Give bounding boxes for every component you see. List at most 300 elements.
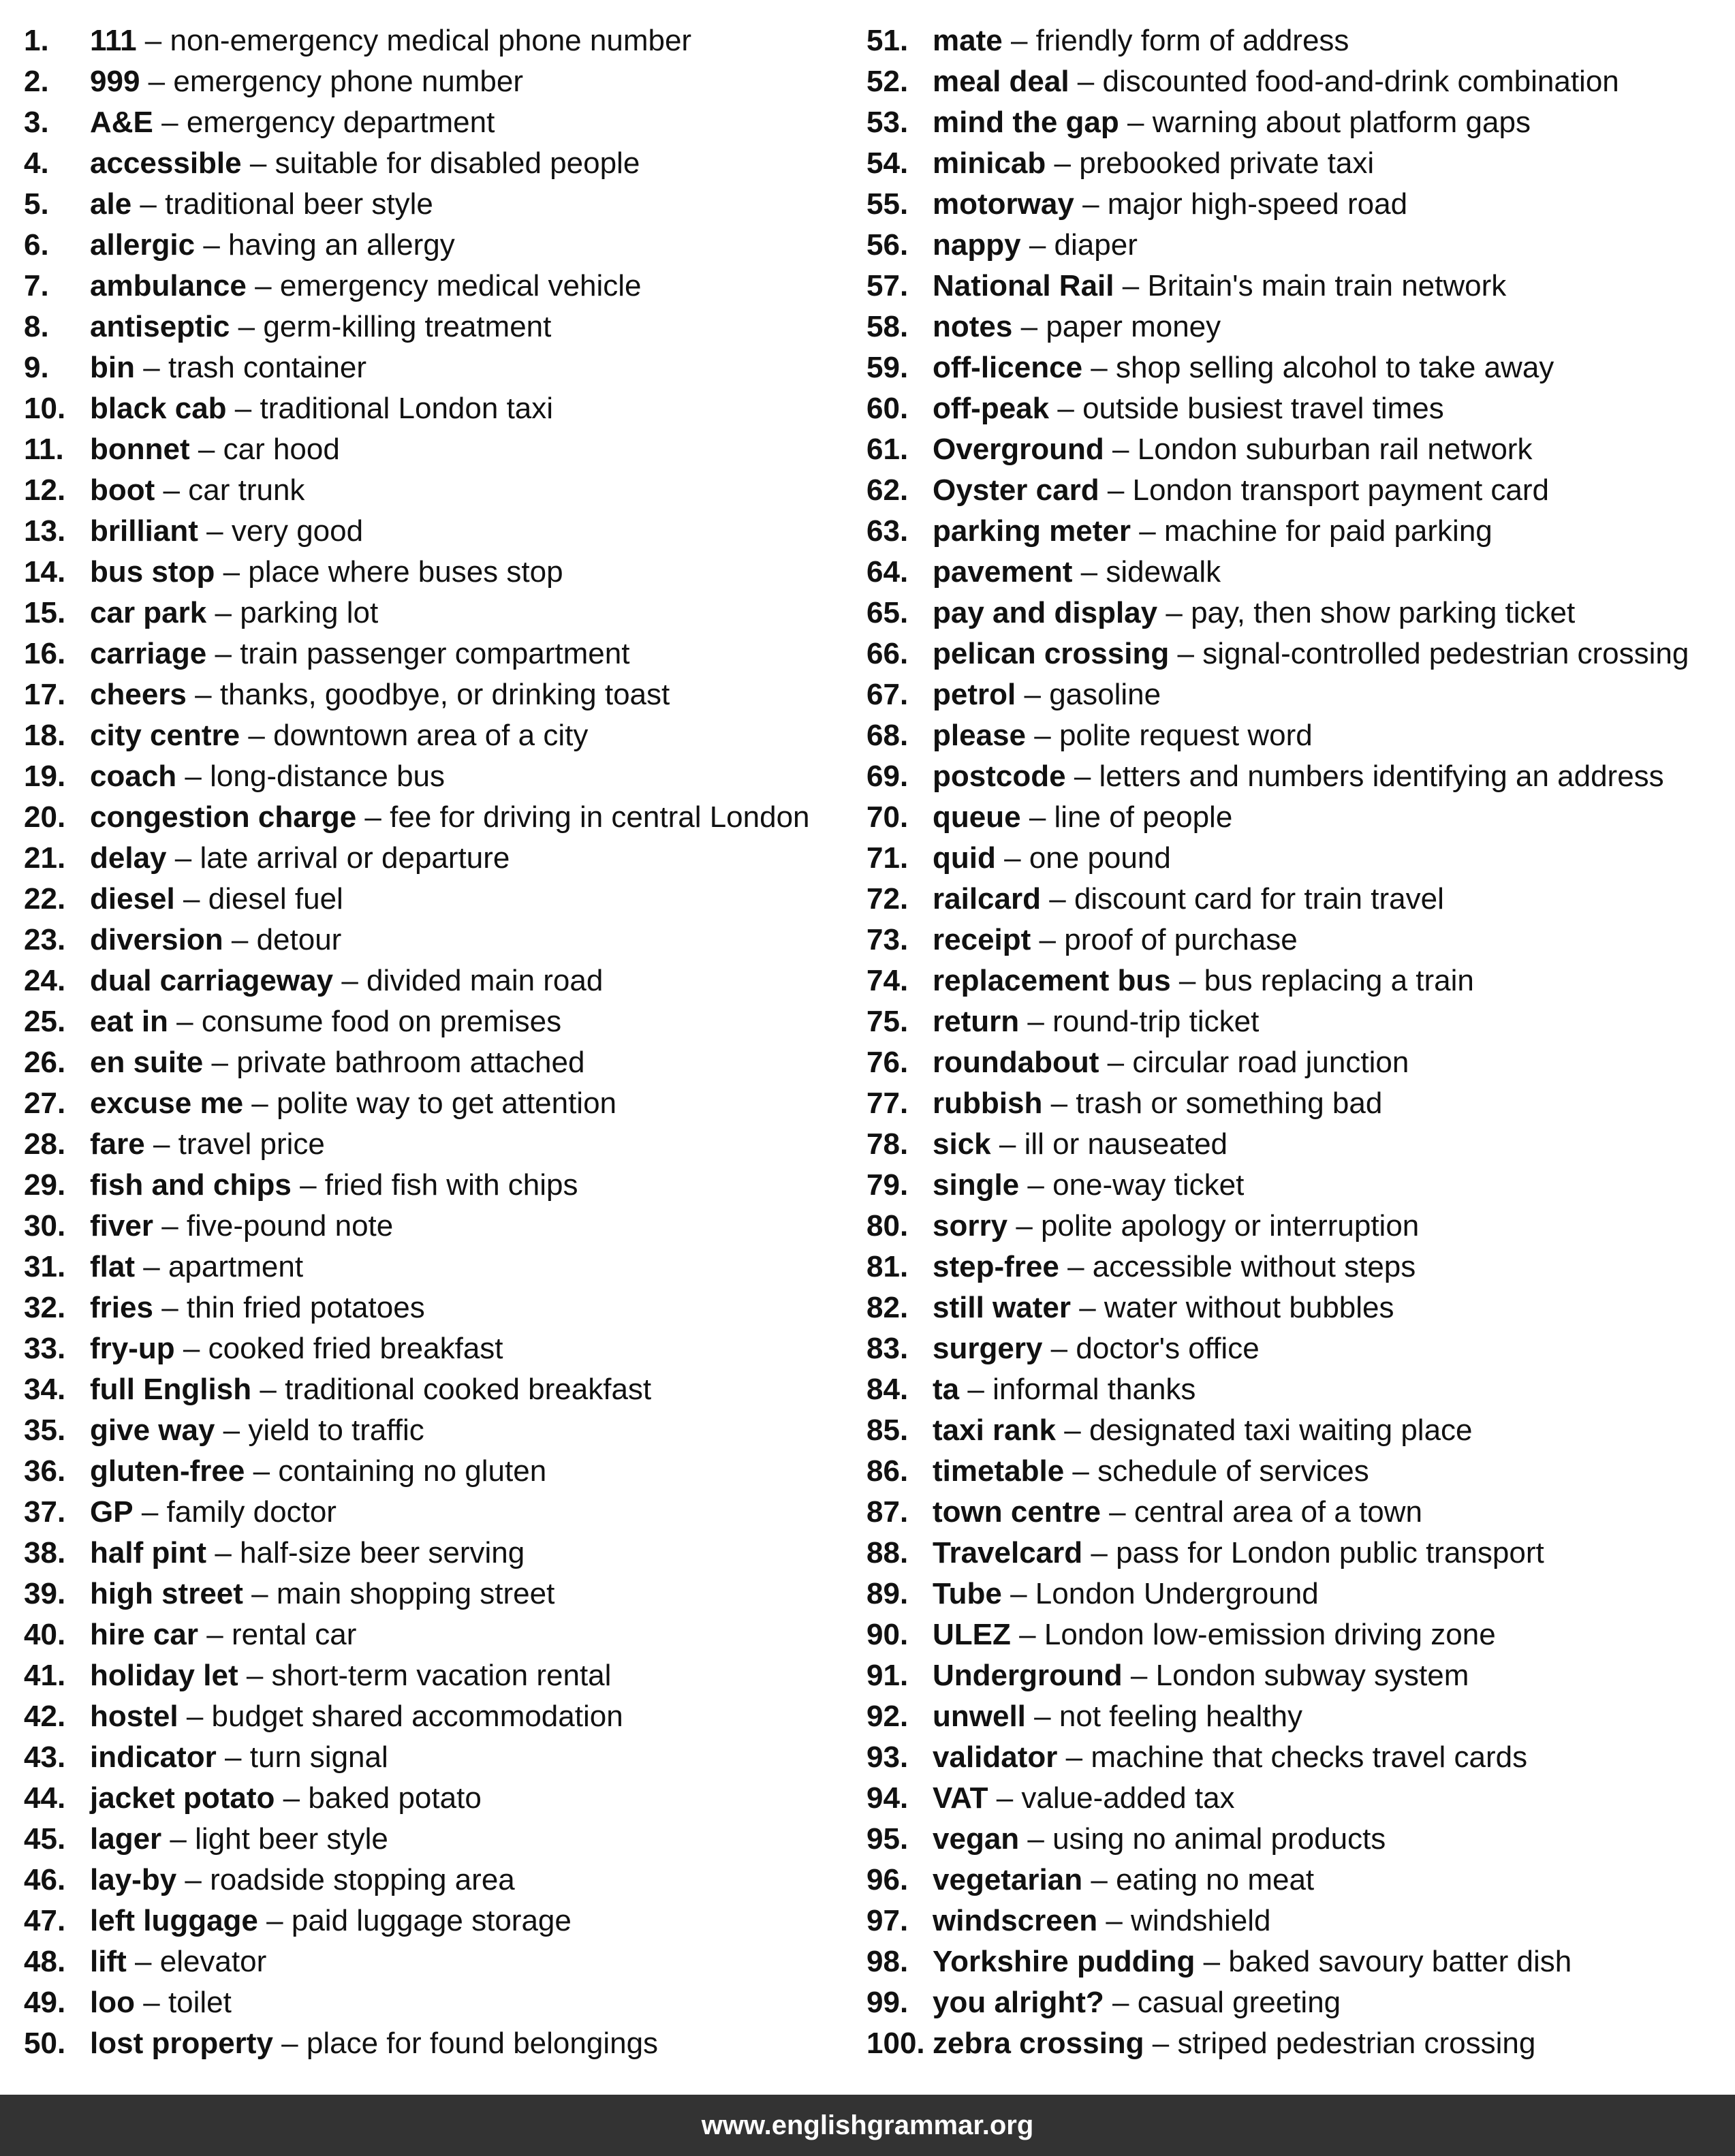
item-separator: – (176, 1005, 193, 1038)
item-term: minicab (933, 146, 1046, 180)
list-item (24, 1533, 862, 1574)
item-number: 2. (24, 65, 49, 98)
item-number: 32. (24, 1291, 66, 1324)
item-definition: proof of purchase (1064, 923, 1298, 956)
item-separator: – (135, 1945, 152, 1978)
item-number: 82. (866, 1291, 909, 1324)
item-term: zebra crossing (933, 2027, 1144, 2060)
list-item (24, 1083, 862, 1124)
item-definition: rental car (231, 1618, 357, 1651)
item-number: 41. (24, 1659, 66, 1692)
item-definition: London Underground (1035, 1577, 1319, 1610)
item-term: nappy (933, 228, 1021, 262)
list-item (866, 347, 1725, 388)
item-number: 79. (866, 1168, 909, 1202)
list-item (24, 470, 862, 511)
list-item (866, 2023, 1725, 2064)
item-number: 45. (24, 1822, 66, 1856)
item-number: 66. (866, 637, 909, 670)
item-definition: short-term vacation rental (271, 1659, 612, 1692)
item-text (90, 102, 495, 143)
item-definition: London subway system (1155, 1659, 1469, 1692)
item-text (90, 1982, 232, 2023)
item-number: 38. (24, 1536, 66, 1569)
item-definition: roadside stopping area (210, 1863, 515, 1896)
item-term: please (933, 719, 1026, 752)
item-number: 74. (866, 964, 909, 997)
item-number: 71. (866, 841, 909, 875)
item-definition: place for found belongings (306, 2027, 659, 2060)
item-definition: very good (231, 514, 364, 548)
item-term: cheers (90, 678, 187, 711)
item-definition: ill or nauseated (1024, 1127, 1228, 1161)
item-separator: – (1139, 514, 1156, 548)
item-number: 98. (866, 1945, 909, 1978)
item-definition: central area of a town (1134, 1495, 1423, 1529)
item-definition: late arrival or departure (200, 841, 510, 875)
list-item (866, 1206, 1725, 1247)
item-definition: germ-killing treatment (263, 310, 552, 343)
item-definition: windshield (1131, 1904, 1271, 1937)
list-item (866, 1124, 1725, 1165)
item-definition: downtown area of a city (273, 719, 589, 752)
item-term: replacement bus (933, 964, 1171, 997)
item-text (933, 1941, 1572, 1982)
item-term: quid (933, 841, 996, 875)
item-term: antiseptic (90, 310, 230, 343)
item-definition: designated taxi waiting place (1089, 1413, 1473, 1447)
item-number: 80. (866, 1209, 909, 1243)
item-separator: – (1024, 678, 1041, 711)
list-item (24, 1124, 862, 1165)
list-item (866, 1941, 1725, 1982)
item-term: ambulance (90, 269, 247, 302)
item-term: allergic (90, 228, 196, 262)
list-item (24, 225, 862, 266)
item-number: 61. (866, 433, 909, 466)
item-term: coach (90, 760, 177, 793)
item-text (933, 838, 1171, 879)
item-definition: accessible without steps (1092, 1250, 1416, 1283)
item-definition: apartment (168, 1250, 304, 1283)
list-item (24, 552, 862, 593)
item-number: 23. (24, 923, 66, 956)
list-item (24, 634, 862, 674)
item-text (933, 1287, 1394, 1328)
item-number: 12. (24, 473, 66, 507)
list-item (24, 674, 862, 715)
list-item (24, 307, 862, 347)
item-term: queue (933, 800, 1021, 834)
item-term: indicator (90, 1740, 217, 1774)
item-separator: – (1004, 841, 1021, 875)
item-definition: casual greeting (1137, 1986, 1341, 2019)
item-text (933, 1206, 1419, 1247)
item-number: 76. (866, 1046, 909, 1079)
list-item (24, 511, 862, 552)
item-number: 78. (866, 1127, 909, 1161)
item-number: 11. (24, 433, 64, 466)
item-text (933, 1860, 1314, 1901)
item-separator: – (341, 964, 358, 997)
item-number: 65. (866, 596, 909, 629)
item-term: pavement (933, 555, 1073, 589)
item-text (90, 20, 691, 61)
item-number: 50. (24, 2027, 66, 2060)
item-number: 3. (24, 106, 49, 139)
item-separator: – (183, 1332, 200, 1365)
item-term: left luggage (90, 1904, 258, 1937)
item-number: 20. (24, 800, 66, 834)
item-definition: London suburban rail network (1137, 433, 1533, 466)
item-separator: – (1057, 392, 1074, 425)
item-number: 53. (866, 106, 909, 139)
item-term: sick (933, 1127, 991, 1161)
item-separator: – (198, 433, 215, 466)
list-item (24, 797, 862, 838)
list-item (24, 1901, 862, 1941)
list-item (866, 1287, 1725, 1328)
item-number: 63. (866, 514, 909, 548)
item-number: 90. (866, 1618, 909, 1651)
item-definition: budget shared accommodation (211, 1700, 623, 1733)
item-number: 56. (866, 228, 909, 262)
item-text (933, 20, 1349, 61)
item-separator: – (1091, 351, 1108, 384)
list-item (866, 470, 1725, 511)
list-item (866, 1614, 1725, 1655)
item-separator: – (1112, 433, 1129, 466)
item-definition: train passenger compartment (240, 637, 630, 670)
list-item (24, 1737, 862, 1778)
list-item (24, 1860, 862, 1901)
item-text (933, 1328, 1260, 1369)
item-term: carriage (90, 637, 207, 670)
item-definition: long-distance bus (210, 760, 446, 793)
item-definition: yield to traffic (248, 1413, 424, 1447)
item-text (933, 1574, 1319, 1614)
item-term: vegetarian (933, 1863, 1083, 1896)
item-separator: – (1050, 1087, 1068, 1120)
list-item (866, 1042, 1725, 1083)
item-text (90, 920, 341, 960)
item-definition: emergency phone number (173, 65, 524, 98)
item-separator: – (161, 106, 178, 139)
item-term: accessible (90, 146, 242, 180)
list-item (866, 1165, 1725, 1206)
item-definition: fried fish with chips (324, 1168, 578, 1202)
item-number: 99. (866, 1986, 909, 2019)
item-separator: – (246, 1659, 264, 1692)
item-definition: thanks, goodbye, or drinking toast (219, 678, 670, 711)
list-item (24, 715, 862, 756)
item-term: loo (90, 1986, 135, 2019)
item-term: half pint (90, 1536, 207, 1569)
item-term: vegan (933, 1822, 1020, 1856)
item-term: diesel (90, 882, 175, 916)
list-item (866, 756, 1725, 797)
list-item (24, 1614, 862, 1655)
item-definition: car trunk (188, 473, 305, 507)
item-text (933, 1001, 1259, 1042)
item-text (90, 1533, 525, 1574)
item-term: fish and chips (90, 1168, 292, 1202)
item-definition: signal-controlled pedestrian crossing (1202, 637, 1689, 670)
list-item (866, 1819, 1725, 1860)
item-definition: sidewalk (1106, 555, 1221, 589)
item-number: 72. (866, 882, 909, 916)
item-term: bus stop (90, 555, 215, 589)
item-number: 91. (866, 1659, 909, 1692)
item-number: 85. (866, 1413, 909, 1447)
item-definition: paper money (1046, 310, 1221, 343)
item-separator: – (203, 228, 220, 262)
item-number: 6. (24, 228, 49, 262)
item-number: 34. (24, 1373, 66, 1406)
item-text (90, 1941, 266, 1982)
item-text (933, 879, 1444, 920)
item-number: 87. (866, 1495, 909, 1529)
item-separator: – (996, 1781, 1014, 1815)
list-item (24, 756, 862, 797)
item-term: holiday let (90, 1659, 238, 1692)
item-term: city centre (90, 719, 240, 752)
item-definition: private bathroom attached (236, 1046, 585, 1079)
item-separator: – (1034, 1700, 1051, 1733)
item-separator: – (1064, 1413, 1081, 1447)
list-item (866, 634, 1725, 674)
list-item (24, 920, 862, 960)
item-text (90, 879, 343, 920)
item-number: 10. (24, 392, 66, 425)
item-term: timetable (933, 1454, 1065, 1488)
item-number: 28. (24, 1127, 66, 1161)
list-item (866, 674, 1725, 715)
item-number: 35. (24, 1413, 66, 1447)
item-term: notes (933, 310, 1013, 343)
item-number: 97. (866, 1904, 909, 1937)
item-definition: prebooked private taxi (1079, 146, 1375, 180)
list-item (866, 920, 1725, 960)
item-separator: – (143, 1250, 160, 1283)
item-number: 92. (866, 1700, 909, 1733)
item-term: Underground (933, 1659, 1123, 1692)
item-text (90, 838, 510, 879)
item-separator: – (1082, 187, 1099, 221)
list-item (866, 20, 1725, 61)
item-number: 83. (866, 1332, 909, 1365)
list-item (866, 593, 1725, 634)
list-item (24, 879, 862, 920)
item-number: 44. (24, 1781, 66, 1815)
item-text (933, 61, 1619, 102)
item-definition: detour (256, 923, 342, 956)
list-item (866, 715, 1725, 756)
list-item (24, 1778, 862, 1819)
item-text (90, 1124, 325, 1165)
item-text (90, 184, 433, 225)
item-number: 43. (24, 1740, 66, 1774)
item-separator: – (1027, 1005, 1044, 1038)
list-item (866, 1655, 1725, 1696)
item-separator: – (161, 1209, 178, 1243)
item-term: single (933, 1168, 1020, 1202)
item-definition: informal thanks (992, 1373, 1196, 1406)
item-term: mate (933, 24, 1003, 57)
item-separator: – (283, 1781, 300, 1815)
item-definition: shop selling alcohol to take away (1116, 351, 1554, 384)
item-separator: – (206, 514, 223, 548)
list-item (24, 1247, 862, 1287)
item-number: 29. (24, 1168, 66, 1202)
item-separator: – (1010, 1577, 1027, 1610)
item-separator: – (225, 1740, 242, 1774)
item-separator: – (223, 555, 240, 589)
list-item (24, 1819, 862, 1860)
item-term: pay and display (933, 596, 1158, 629)
item-text (90, 347, 366, 388)
item-definition: major high-speed road (1107, 187, 1408, 221)
list-item (866, 1369, 1725, 1410)
item-text (90, 715, 588, 756)
item-separator: – (206, 1618, 223, 1651)
list-item (866, 797, 1725, 838)
item-term: ta (933, 1373, 960, 1406)
item-separator: – (1077, 65, 1095, 98)
item-term: motorway (933, 187, 1074, 221)
item-term: Overground (933, 433, 1104, 466)
list-item (24, 429, 862, 470)
item-number: 27. (24, 1087, 66, 1120)
item-definition: polite way to get attention (277, 1087, 617, 1120)
item-separator: – (143, 351, 160, 384)
item-separator: – (1010, 24, 1028, 57)
list-item (24, 1001, 862, 1042)
item-number: 49. (24, 1986, 66, 2019)
item-term: delay (90, 841, 167, 875)
item-separator: – (1067, 1250, 1084, 1283)
item-number: 55. (866, 187, 909, 221)
item-term: GP (90, 1495, 134, 1529)
item-term: give way (90, 1413, 215, 1447)
item-text (933, 1982, 1341, 2023)
item-number: 19. (24, 760, 66, 793)
item-number: 15. (24, 596, 66, 629)
item-number: 7. (24, 269, 49, 302)
item-term: validator (933, 1740, 1058, 1774)
item-term: off-peak (933, 392, 1050, 425)
item-definition: Britain's main train network (1147, 269, 1507, 302)
item-separator: – (1074, 760, 1091, 793)
item-separator: – (1130, 1659, 1148, 1692)
item-separator: – (185, 1863, 202, 1896)
item-number: 89. (866, 1577, 909, 1610)
item-separator: – (1034, 719, 1051, 752)
item-text (933, 1778, 1235, 1819)
item-term: postcode (933, 760, 1066, 793)
list-item (866, 1410, 1725, 1451)
item-definition: traditional beer style (165, 187, 433, 221)
item-separator: – (1029, 800, 1046, 834)
item-text (933, 1533, 1544, 1574)
item-text (90, 1901, 572, 1941)
item-term: congestion charge (90, 800, 357, 834)
item-definition: one pound (1029, 841, 1171, 875)
item-number: 70. (866, 800, 909, 834)
item-term: VAT (933, 1781, 988, 1815)
item-separator: – (1122, 269, 1140, 302)
item-definition: round-trip ticket (1052, 1005, 1260, 1038)
list-item (866, 143, 1725, 184)
list-item (866, 1328, 1725, 1369)
item-term: fiver (90, 1209, 153, 1243)
item-number: 94. (866, 1781, 909, 1815)
footer-website-link[interactable]: www.englishgrammar.org (701, 2110, 1034, 2140)
item-text (933, 266, 1506, 307)
item-definition: gasoline (1049, 678, 1161, 711)
list-item (866, 388, 1725, 429)
item-number: 75. (866, 1005, 909, 1038)
item-definition: car hood (223, 433, 340, 466)
item-separator: – (144, 24, 162, 57)
item-term: hire car (90, 1618, 198, 1651)
item-text (933, 552, 1221, 593)
item-definition: baked potato (308, 1781, 482, 1815)
item-number: 69. (866, 760, 909, 793)
item-separator: – (231, 923, 249, 956)
item-number: 42. (24, 1700, 66, 1733)
list-item (866, 879, 1725, 920)
item-separator: – (1054, 146, 1071, 180)
item-separator: – (183, 882, 200, 916)
list-item (866, 102, 1725, 143)
item-separator: – (161, 1291, 178, 1324)
list-item (24, 143, 862, 184)
list-item (866, 1247, 1725, 1287)
item-number: 81. (866, 1250, 909, 1283)
item-term: lift (90, 1945, 127, 1978)
item-number: 67. (866, 678, 909, 711)
item-text (933, 1410, 1473, 1451)
item-separator: – (999, 1127, 1016, 1161)
item-term: Oyster card (933, 473, 1099, 507)
item-separator: – (1019, 1618, 1036, 1651)
item-text (933, 1369, 1195, 1410)
item-separator: – (1091, 1863, 1108, 1896)
item-definition: pass for London public transport (1116, 1536, 1544, 1569)
item-text (90, 1696, 623, 1737)
item-text (933, 1042, 1409, 1083)
item-definition: discount card for train travel (1074, 882, 1444, 916)
item-text (90, 1369, 651, 1410)
item-text (90, 1778, 482, 1819)
item-definition: doctor's office (1076, 1332, 1260, 1365)
item-text (90, 960, 603, 1001)
item-text (90, 1860, 515, 1901)
item-term: flat (90, 1250, 135, 1283)
list-item (866, 1451, 1725, 1492)
item-separator: – (174, 841, 192, 875)
item-text (933, 1492, 1422, 1533)
item-number: 33. (24, 1332, 66, 1365)
item-text (90, 1492, 337, 1533)
list-item (866, 61, 1725, 102)
item-term: ale (90, 187, 132, 221)
list-item (866, 1574, 1725, 1614)
item-text (90, 1247, 303, 1287)
item-term: sorry (933, 1209, 1008, 1243)
footer-bar (0, 2095, 1735, 2156)
